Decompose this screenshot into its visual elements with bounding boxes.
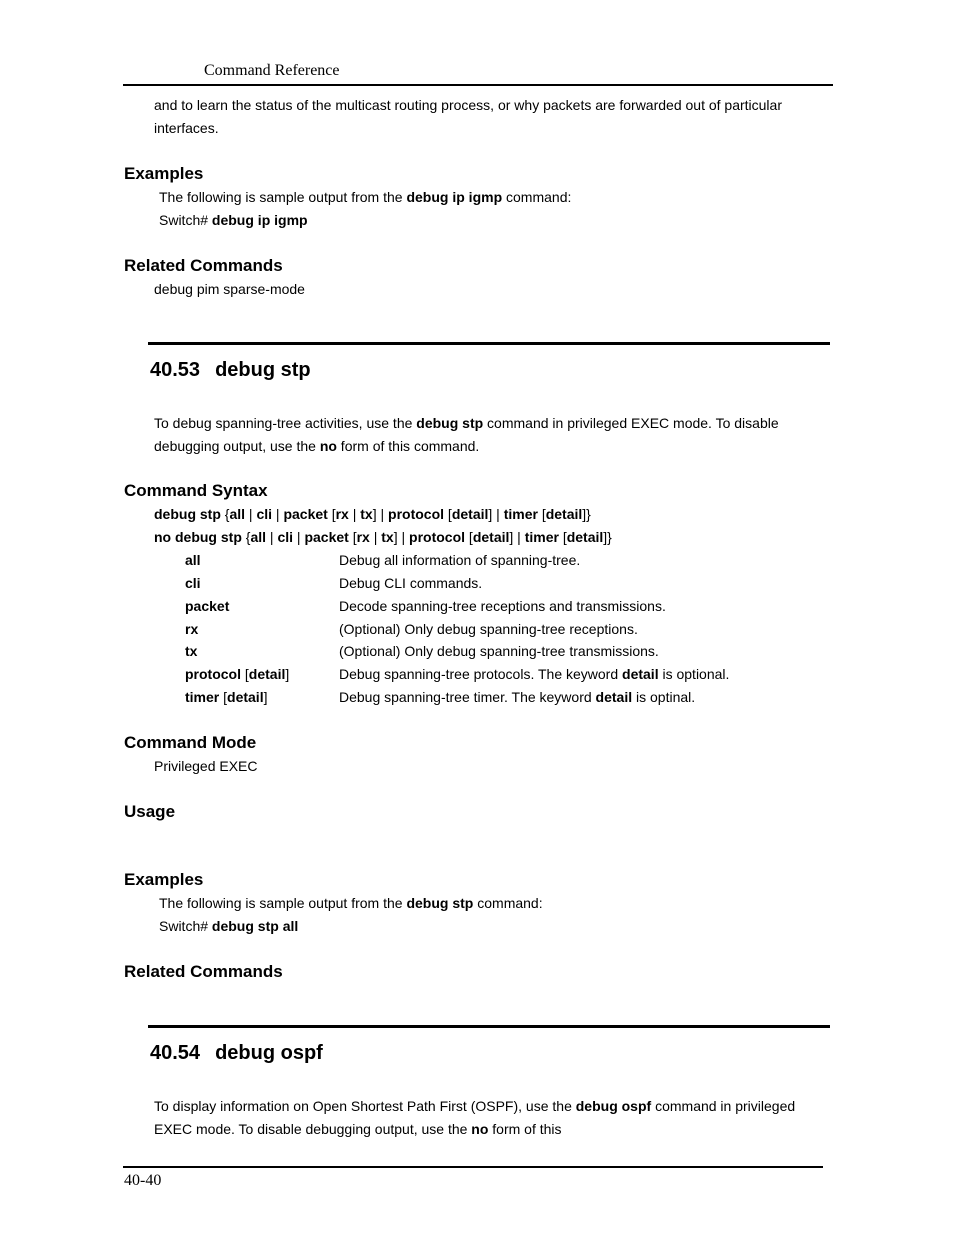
example-description: The following is sample output from the debug stp command: xyxy=(159,895,543,911)
example-command: Switch# debug stp all xyxy=(159,918,299,934)
section-heading-related-commands: Related Commands xyxy=(124,962,283,981)
syntax-keyword: cli xyxy=(277,529,294,545)
syntax-delimiter: [ xyxy=(558,529,567,545)
syntax-keyword: packet xyxy=(283,506,328,522)
syntax-delimiter: | xyxy=(369,529,382,545)
command-mode-text: Privileged EXEC xyxy=(154,758,258,774)
syntax-keyword: all xyxy=(250,529,267,545)
section-heading-command-syntax: Command Syntax xyxy=(124,481,268,500)
syntax-delimiter: [ xyxy=(348,529,357,545)
syntax-delimiter: | xyxy=(266,529,278,545)
footer-rule xyxy=(123,1166,823,1168)
syntax-delimiter: ] | xyxy=(509,529,525,545)
syntax-keyword: timer xyxy=(524,529,559,545)
param-term: packet xyxy=(185,598,230,614)
stp-description-line-2: debugging output, use the no form of this command. xyxy=(154,438,480,454)
param-description: Debug all information of spanning-tree. xyxy=(339,552,581,568)
ospf-description-line-2: EXEC mode. To disable debugging output, use the no form of this xyxy=(154,1121,562,1137)
syntax-keyword: protocol xyxy=(388,506,445,522)
section-heading-examples: Examples xyxy=(124,164,204,183)
section-rule xyxy=(148,1025,830,1028)
syntax-keyword: detail xyxy=(566,529,604,545)
param-description: Debug CLI commands. xyxy=(339,575,483,591)
intro-line-1: and to learn the status of the multicast routing process, or why packets are forwarded out of particular xyxy=(154,97,782,113)
syntax-keyword: cli xyxy=(256,506,273,522)
param-term: cli xyxy=(185,575,201,591)
syntax-delimiter: ]} xyxy=(582,506,591,522)
param-term: tx xyxy=(185,643,198,659)
syntax-delimiter: [ xyxy=(537,506,546,522)
syntax-delimiter: [ xyxy=(444,506,452,522)
running-header: Command Reference xyxy=(204,62,340,79)
section-title-debug-stp: 40.53 debug stp xyxy=(150,359,311,381)
intro-line-2: interfaces. xyxy=(154,120,219,136)
syntax-keyword: packet xyxy=(304,529,349,545)
example-description: The following is sample output from the debug ip igmp command: xyxy=(159,189,572,205)
section-heading-command-mode: Command Mode xyxy=(124,733,257,752)
param-description: Debug spanning-tree timer. The keyword detail is optinal. xyxy=(339,689,696,705)
syntax-keyword: detail xyxy=(472,529,510,545)
syntax-keyword: timer xyxy=(503,506,538,522)
syntax-delimiter: [ xyxy=(465,529,473,545)
syntax-delimiter: ]} xyxy=(603,529,612,545)
syntax-keyword: debug stp xyxy=(154,506,221,522)
param-term: timer [detail] xyxy=(185,689,268,705)
syntax-delimiter: | xyxy=(293,529,305,545)
related-command-link[interactable]: debug pim sparse-mode xyxy=(154,281,305,297)
syntax-keyword: rx xyxy=(335,506,349,522)
syntax-keyword: tx xyxy=(360,506,373,522)
param-description: Debug spanning-tree protocols. The keyword detail is optional. xyxy=(339,666,730,682)
syntax-delimiter: { xyxy=(220,506,230,522)
syntax-delimiter: | xyxy=(348,506,361,522)
param-term: protocol [detail] xyxy=(185,666,290,682)
syntax-delimiter: ] | xyxy=(488,506,504,522)
no-command-syntax-line xyxy=(154,526,612,549)
syntax-delimiter: | xyxy=(245,506,257,522)
syntax-delimiter: ] | xyxy=(372,506,389,522)
syntax-keyword: all xyxy=(229,506,246,522)
syntax-delimiter: [ xyxy=(327,506,336,522)
example-command: Switch# debug ip igmp xyxy=(159,212,308,228)
syntax-delimiter: ] | xyxy=(393,529,410,545)
syntax-delimiter: | xyxy=(272,506,284,522)
stp-description-line-1: To debug spanning-tree activities, use the debug stp command in privileged EXEC mode. To disable xyxy=(154,415,779,431)
section-heading-related-commands: Related Commands xyxy=(124,256,283,275)
syntax-keyword: detail xyxy=(451,506,489,522)
syntax-keyword: detail xyxy=(545,506,583,522)
command-syntax-line xyxy=(154,503,591,526)
param-description: (Optional) Only debug spanning-tree receptions. xyxy=(339,621,638,637)
param-description: (Optional) Only debug spanning-tree transmissions. xyxy=(339,643,659,659)
syntax-delimiter: { xyxy=(241,529,251,545)
param-description: Decode spanning-tree receptions and transmissions. xyxy=(339,598,666,614)
syntax-keyword: rx xyxy=(356,529,370,545)
header-rule xyxy=(123,84,833,86)
section-heading-examples: Examples xyxy=(124,870,204,889)
section-rule xyxy=(148,342,830,345)
ospf-description-line-1: To display information on Open Shortest Path First (OSPF), use the debug ospf command in privileged xyxy=(154,1098,796,1114)
param-term: rx xyxy=(185,621,199,637)
section-title-debug-ospf: 40.54 debug ospf xyxy=(150,1042,323,1064)
syntax-keyword: no debug stp xyxy=(154,529,242,545)
syntax-keyword: tx xyxy=(381,529,394,545)
param-term: all xyxy=(185,552,201,568)
syntax-keyword: protocol xyxy=(409,529,466,545)
section-heading-usage: Usage xyxy=(124,802,176,821)
page-number: 40-40 xyxy=(124,1172,162,1189)
